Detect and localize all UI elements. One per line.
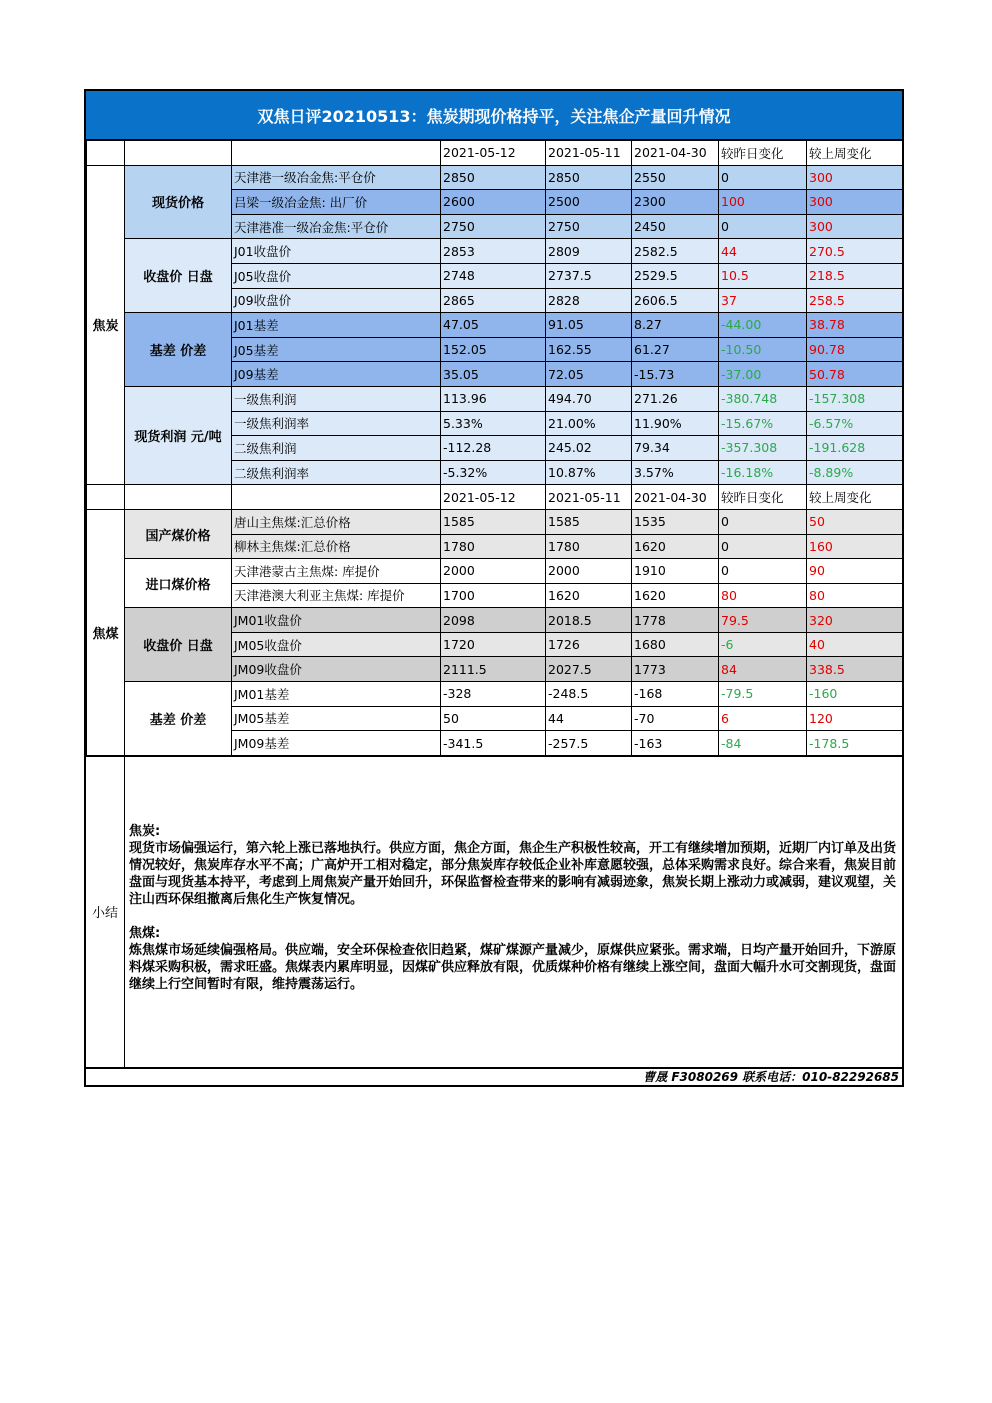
value-cell: 1780	[441, 534, 546, 559]
value-cell: 2600	[441, 190, 546, 215]
value-cell: 1778	[632, 608, 719, 633]
report-title: 双焦日评20210513：焦炭期现价格持平，关注焦企产量回升情况	[86, 91, 902, 140]
table-row	[87, 239, 903, 264]
value-cell: 2000	[546, 559, 632, 584]
item-name: J01收盘价	[232, 239, 441, 264]
value-cell: 162.55	[546, 337, 632, 362]
item-name: 天津港准一级冶金焦:平仓价	[232, 214, 441, 239]
summary-section	[86, 756, 902, 1067]
column-header: 2021-05-11	[546, 141, 632, 166]
daily-change-cell: -357.308	[719, 436, 807, 461]
value-cell: -168	[632, 682, 719, 707]
daily-change-cell: -6	[719, 632, 807, 657]
value-cell: 3.57%	[632, 460, 719, 485]
value-cell: -112.28	[441, 436, 546, 461]
group-label: 进口煤价格	[125, 559, 232, 608]
column-header: 2021-05-11	[546, 485, 632, 510]
value-cell: 2850	[546, 165, 632, 190]
value-cell: 72.05	[546, 362, 632, 387]
table-row	[87, 509, 903, 534]
value-cell: 91.05	[546, 313, 632, 338]
value-cell: 61.27	[632, 337, 719, 362]
value-cell: 2606.5	[632, 288, 719, 313]
value-cell: 494.70	[546, 386, 632, 411]
value-cell: 2450	[632, 214, 719, 239]
daily-change-cell: -79.5	[719, 682, 807, 707]
daily-change-cell: -84	[719, 731, 807, 756]
weekly-change-cell: 218.5	[807, 263, 903, 288]
daily-change-cell: -380.748	[719, 386, 807, 411]
item-name: JM05收盘价	[232, 632, 441, 657]
item-name: J05收盘价	[232, 263, 441, 288]
value-cell: 152.05	[441, 337, 546, 362]
weekly-change-cell: 50	[807, 509, 903, 534]
weekly-change-cell: -157.308	[807, 386, 903, 411]
table-row	[87, 559, 903, 584]
value-cell: 271.26	[632, 386, 719, 411]
coal-summary-text: 炼焦煤市场延续偏强格局。供应端，安全环保检查依旧趋紧，煤矿煤源产量减少，原煤供应紧张。需求端，日均产量开始回升，下游原料煤采购积极，需求旺盛。焦煤表内累库明显，因煤矿供应释放有限，优质煤种价格有继续上涨空间，盘面大幅升水可交割现货，盘面继续上行空间暂时有限，维持震荡运行。	[129, 942, 897, 992]
value-cell: 50	[441, 706, 546, 731]
value-cell: 5.33%	[441, 411, 546, 436]
summary-body	[125, 757, 902, 1067]
group-label: 收盘价 日盘	[125, 239, 232, 313]
item-name: 二级焦利润	[232, 436, 441, 461]
column-header: 2021-05-12	[441, 485, 546, 510]
value-cell: -341.5	[441, 731, 546, 756]
weekly-change-cell: -6.57%	[807, 411, 903, 436]
item-name: 天津港一级冶金焦:平仓价	[232, 165, 441, 190]
value-cell: 2529.5	[632, 263, 719, 288]
value-cell: 2750	[441, 214, 546, 239]
value-cell: 2737.5	[546, 263, 632, 288]
value-cell: 1585	[441, 509, 546, 534]
value-cell: 1620	[632, 534, 719, 559]
header-row-1	[87, 141, 903, 166]
value-cell: 2582.5	[632, 239, 719, 264]
daily-change-cell: -16.18%	[719, 460, 807, 485]
value-cell: 245.02	[546, 436, 632, 461]
table-row	[87, 313, 903, 338]
value-cell: 2809	[546, 239, 632, 264]
weekly-change-cell: 40	[807, 632, 903, 657]
value-cell: -70	[632, 706, 719, 731]
table-row	[87, 165, 903, 190]
column-header: 2021-05-12	[441, 141, 546, 166]
weekly-change-cell: 50.78	[807, 362, 903, 387]
item-name: J09收盘价	[232, 288, 441, 313]
value-cell: 2850	[441, 165, 546, 190]
value-cell: 1910	[632, 559, 719, 584]
value-cell: 1585	[546, 509, 632, 534]
daily-change-cell: 10.5	[719, 263, 807, 288]
value-cell: 21.00%	[546, 411, 632, 436]
item-name: 一级焦利润	[232, 386, 441, 411]
value-cell: 2300	[632, 190, 719, 215]
item-name: JM09基差	[232, 731, 441, 756]
table-row	[87, 682, 903, 707]
header-blank-cell	[125, 141, 232, 166]
value-cell: 2748	[441, 263, 546, 288]
daily-change-cell: 80	[719, 583, 807, 608]
value-cell: 2018.5	[546, 608, 632, 633]
item-name: J05基差	[232, 337, 441, 362]
column-header: 2021-04-30	[632, 485, 719, 510]
column-header: 较上周变化	[807, 141, 903, 166]
value-cell: 44	[546, 706, 632, 731]
daily-change-cell: -10.50	[719, 337, 807, 362]
weekly-change-cell: 320	[807, 608, 903, 633]
group-label: 现货价格	[125, 165, 232, 239]
header-blank-cell	[87, 485, 125, 510]
daily-change-cell: 0	[719, 559, 807, 584]
header-row-2	[87, 485, 903, 510]
value-cell: 113.96	[441, 386, 546, 411]
weekly-change-cell: 300	[807, 165, 903, 190]
group-label: 现货利润 元/吨	[125, 386, 232, 484]
value-cell: 8.27	[632, 313, 719, 338]
value-cell: -248.5	[546, 682, 632, 707]
value-cell: 1620	[546, 583, 632, 608]
weekly-change-cell: 90	[807, 559, 903, 584]
daily-change-cell: 0	[719, 534, 807, 559]
item-name: JM01收盘价	[232, 608, 441, 633]
weekly-change-cell: 270.5	[807, 239, 903, 264]
coal-category-label: 焦煤	[87, 509, 125, 755]
header-blank-cell	[232, 141, 441, 166]
value-cell: 2550	[632, 165, 719, 190]
value-cell: 10.87%	[546, 460, 632, 485]
value-cell: 1780	[546, 534, 632, 559]
value-cell: 79.34	[632, 436, 719, 461]
weekly-change-cell: 300	[807, 190, 903, 215]
header-blank-cell	[232, 485, 441, 510]
value-cell: 2865	[441, 288, 546, 313]
value-cell: -257.5	[546, 731, 632, 756]
group-label: 基差 价差	[125, 682, 232, 756]
value-cell: 35.05	[441, 362, 546, 387]
daily-change-cell: -15.67%	[719, 411, 807, 436]
header-blank-cell	[125, 485, 232, 510]
value-cell: 11.90%	[632, 411, 719, 436]
weekly-change-cell: 258.5	[807, 288, 903, 313]
weekly-change-cell: -8.89%	[807, 460, 903, 485]
item-name: J09基差	[232, 362, 441, 387]
value-cell: 1720	[441, 632, 546, 657]
weekly-change-cell: 120	[807, 706, 903, 731]
value-cell: -163	[632, 731, 719, 756]
value-cell: 2500	[546, 190, 632, 215]
daily-change-cell: 0	[719, 214, 807, 239]
item-name: 柳林主焦煤:汇总价格	[232, 534, 441, 559]
data-table	[86, 140, 903, 756]
weekly-change-cell: -178.5	[807, 731, 903, 756]
value-cell: 2750	[546, 214, 632, 239]
weekly-change-cell: 80	[807, 583, 903, 608]
value-cell: 2000	[441, 559, 546, 584]
value-cell: 1535	[632, 509, 719, 534]
column-header: 2021-04-30	[632, 141, 719, 166]
analyst-contact: 曹晟 F3080269 联系电话：010-82292685	[86, 1067, 902, 1085]
item-name: JM09收盘价	[232, 657, 441, 682]
daily-change-cell: 6	[719, 706, 807, 731]
weekly-change-cell: 90.78	[807, 337, 903, 362]
column-header: 较昨日变化	[719, 485, 807, 510]
item-name: J01基差	[232, 313, 441, 338]
group-label: 基差 价差	[125, 313, 232, 387]
daily-change-cell: -37.00	[719, 362, 807, 387]
value-cell: 1700	[441, 583, 546, 608]
daily-change-cell: 37	[719, 288, 807, 313]
value-cell: 1773	[632, 657, 719, 682]
value-cell: 47.05	[441, 313, 546, 338]
weekly-change-cell: 300	[807, 214, 903, 239]
value-cell: -15.73	[632, 362, 719, 387]
value-cell: -5.32%	[441, 460, 546, 485]
value-cell: 1680	[632, 632, 719, 657]
coal-summary-title: 焦煤:	[129, 925, 161, 941]
coke-summary-text: 现货市场偏强运行，第六轮上涨已落地执行。供应方面，焦企方面，焦企生产积极性较高，开工有继续增加预期，近期厂内订单及出货情况较好，焦炭库存水平不高；广高炉开工相对稳定，部分焦炭库存较低企业补库意愿较强，总体采购需求良好。综合来看，焦炭目前盘面与现货基本持平，考虑到上周焦炭产量开始回升，环保监督检查带来的影响有减弱迹象，焦炭长期上涨动力或减弱，建议观望，关注山西环保组撤离后焦化生产恢复情况。	[129, 840, 897, 907]
report-sheet	[84, 89, 904, 1087]
value-cell: 2853	[441, 239, 546, 264]
table-row	[87, 386, 903, 411]
item-name: 二级焦利润率	[232, 460, 441, 485]
weekly-change-cell: -160	[807, 682, 903, 707]
column-header: 较上周变化	[807, 485, 903, 510]
item-name: 天津港澳大利亚主焦煤: 库提价	[232, 583, 441, 608]
coke-summary-title: 焦炭:	[129, 823, 161, 839]
daily-change-cell: 84	[719, 657, 807, 682]
value-cell: 2828	[546, 288, 632, 313]
item-name: JM01基差	[232, 682, 441, 707]
item-name: 天津港蒙古主焦煤: 库提价	[232, 559, 441, 584]
item-name: JM05基差	[232, 706, 441, 731]
daily-change-cell: -44.00	[719, 313, 807, 338]
daily-change-cell: 0	[719, 165, 807, 190]
value-cell: -328	[441, 682, 546, 707]
item-name: 唐山主焦煤:汇总价格	[232, 509, 441, 534]
value-cell: 2098	[441, 608, 546, 633]
item-name: 吕梁一级冶金焦: 出厂价	[232, 190, 441, 215]
value-cell: 2111.5	[441, 657, 546, 682]
daily-change-cell: 44	[719, 239, 807, 264]
value-cell: 2027.5	[546, 657, 632, 682]
daily-change-cell: 79.5	[719, 608, 807, 633]
weekly-change-cell: -191.628	[807, 436, 903, 461]
item-name: 一级焦利润率	[232, 411, 441, 436]
table-row	[87, 608, 903, 633]
group-label: 国产煤价格	[125, 509, 232, 558]
column-header: 较昨日变化	[719, 141, 807, 166]
group-label: 收盘价 日盘	[125, 608, 232, 682]
value-cell: 1726	[546, 632, 632, 657]
coke-category-label: 焦炭	[87, 165, 125, 485]
summary-label: 小结	[86, 757, 125, 1067]
value-cell: 1620	[632, 583, 719, 608]
daily-change-cell: 0	[719, 509, 807, 534]
weekly-change-cell: 338.5	[807, 657, 903, 682]
weekly-change-cell: 38.78	[807, 313, 903, 338]
weekly-change-cell: 160	[807, 534, 903, 559]
header-blank-cell	[87, 141, 125, 166]
daily-change-cell: 100	[719, 190, 807, 215]
